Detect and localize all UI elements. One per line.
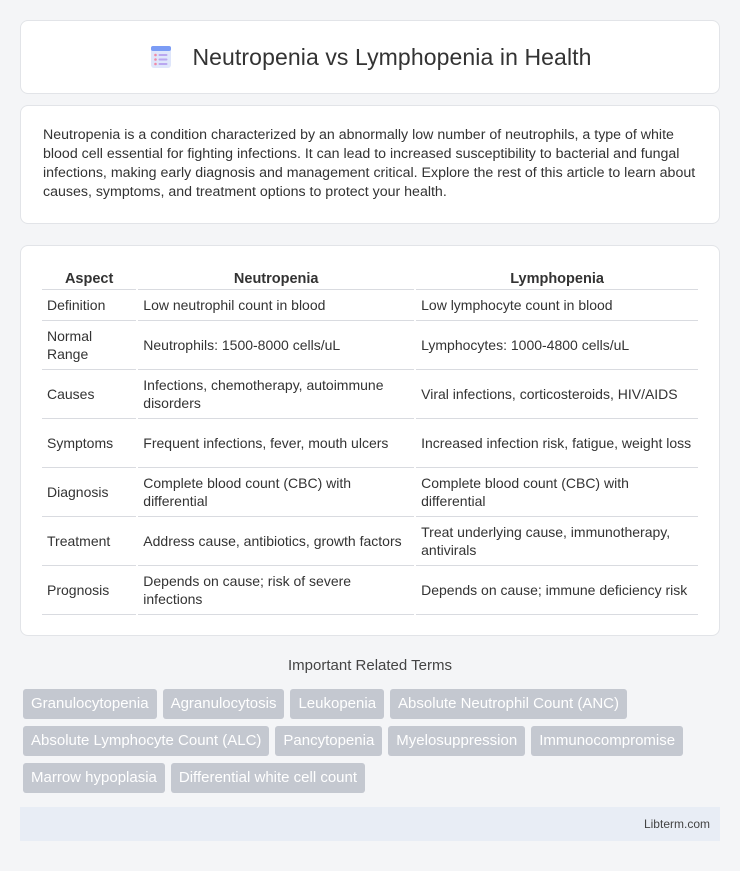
cell-lymphopenia: Increased infection risk, fatigue, weight loss bbox=[416, 419, 698, 468]
tag-granulocytopenia[interactable]: Granulocytopenia bbox=[23, 689, 157, 719]
table-row bbox=[42, 370, 698, 419]
cell-neutropenia: Neutrophils: 1500-8000 cells/uL bbox=[138, 321, 414, 370]
cell-lymphopenia: Low lymphocyte count in blood bbox=[416, 290, 698, 321]
cell-neutropenia: Depends on cause; risk of severe infections bbox=[138, 566, 414, 615]
cell-lymphopenia: Lymphocytes: 1000-4800 cells/uL bbox=[416, 321, 698, 370]
intro-paragraph: Neutropenia is a condition characterized by an abnormally low number of neutrophils, a type of white blood cell essential for fighting infections. It can lead to increased susceptibility to bacterial and fungal infections, making early diagnosis and management critical. Explore the rest of this article to learn about causes, symptoms, and treatment options to protect your health. bbox=[43, 127, 696, 200]
page-title: Neutropenia vs Lymphopenia in Health bbox=[192, 43, 592, 70]
cell-lymphopenia: Depends on cause; immune deficiency risk bbox=[416, 566, 698, 615]
table-row bbox=[42, 290, 698, 321]
footer-site-link[interactable]: Libterm.com bbox=[643, 817, 710, 831]
cell-aspect: Prognosis bbox=[42, 566, 136, 615]
cell-neutropenia: Address cause, antibiotics, growth factors bbox=[138, 517, 414, 566]
table-row bbox=[42, 419, 698, 468]
cell-aspect: Causes bbox=[42, 370, 136, 419]
header-aspect: Aspect bbox=[42, 266, 136, 290]
header-lymphopenia: Lymphopenia bbox=[416, 266, 698, 290]
tag-immunocompromise[interactable]: Immunocompromise bbox=[531, 726, 683, 756]
tag-leukopenia[interactable]: Leukopenia bbox=[290, 689, 384, 719]
tag-myelosuppression[interactable]: Myelosuppression bbox=[388, 726, 525, 756]
comparison-table-card bbox=[20, 245, 720, 636]
intro-card bbox=[20, 105, 720, 224]
table-header-row bbox=[42, 266, 698, 290]
tag-differential-white-cell-count[interactable]: Differential white cell count bbox=[171, 763, 365, 793]
tag-agranulocytosis[interactable]: Agranulocytosis bbox=[163, 689, 285, 719]
table-row bbox=[42, 468, 698, 517]
cell-lymphopenia: Complete blood count (CBC) with differential bbox=[416, 468, 698, 517]
header-neutropenia: Neutropenia bbox=[138, 266, 414, 290]
related-terms-title: Important Related Terms bbox=[288, 657, 452, 674]
tag-pancytopenia[interactable]: Pancytopenia bbox=[275, 726, 382, 756]
cell-neutropenia: Infections, chemotherapy, autoimmune disorders bbox=[138, 370, 414, 419]
cell-aspect: Normal Range bbox=[42, 321, 136, 370]
title-wrap bbox=[148, 44, 591, 71]
table-row bbox=[42, 517, 698, 566]
table-row bbox=[42, 566, 698, 615]
cell-lymphopenia: Treat underlying cause, immunotherapy, antivirals bbox=[416, 517, 698, 566]
cell-aspect: Treatment bbox=[42, 517, 136, 566]
tag-anc[interactable]: Absolute Neutrophil Count (ANC) bbox=[390, 689, 627, 719]
header-card bbox=[20, 20, 720, 94]
cell-neutropenia: Complete blood count (CBC) with differential bbox=[138, 468, 414, 517]
tag-marrow-hypoplasia[interactable]: Marrow hypoplasia bbox=[23, 763, 165, 793]
cell-aspect: Symptoms bbox=[42, 419, 136, 468]
cell-neutropenia: Frequent infections, fever, mouth ulcers bbox=[138, 419, 414, 468]
comparison-table bbox=[40, 266, 700, 615]
cell-lymphopenia: Viral infections, corticosteroids, HIV/AIDS bbox=[416, 370, 698, 419]
document-list-icon bbox=[148, 44, 174, 70]
related-terms-tags bbox=[23, 689, 723, 793]
cell-aspect: Definition bbox=[42, 290, 136, 321]
tag-alc[interactable]: Absolute Lymphocyte Count (ALC) bbox=[23, 726, 269, 756]
cell-neutropenia: Low neutrophil count in blood bbox=[138, 290, 414, 321]
cell-aspect: Diagnosis bbox=[42, 468, 136, 517]
footer bbox=[20, 807, 720, 841]
table-row bbox=[42, 321, 698, 370]
